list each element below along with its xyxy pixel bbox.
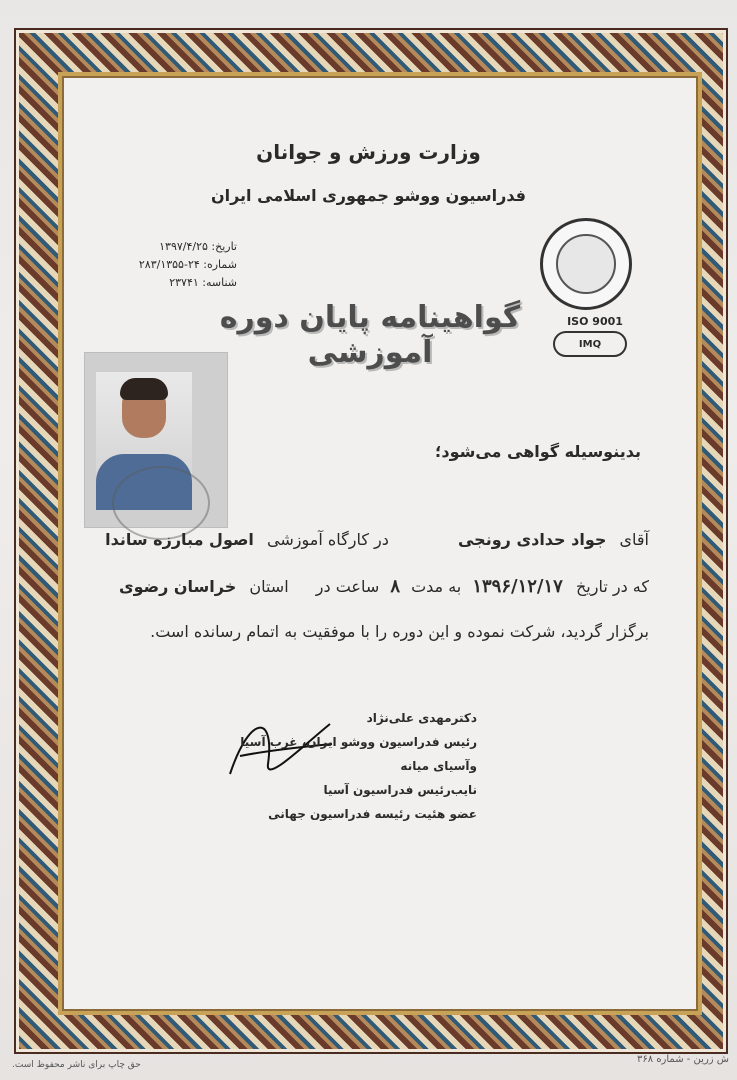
province-name: خراسان رضوی: [118, 577, 237, 596]
workshop-name: اصول مبارزه ساندا: [105, 530, 254, 549]
recipient-name: جواد حدادی رونجی: [457, 530, 607, 549]
province-label: استان: [249, 577, 289, 596]
line2-prefix: که در تاریخ: [575, 577, 649, 596]
footer-print-info: ش زرین - شماره ۳۶۸: [637, 1054, 729, 1065]
certificate-title: گواهینامه پایان دوره آموزشی: [219, 300, 521, 370]
federation-title: فدراسیون ووشو جمهوری اسلامی ایران: [210, 186, 527, 205]
meta-block: [67, 238, 237, 292]
signatory-block: [197, 706, 477, 826]
signatory-name: دکترمهدی علی‌نژاد: [366, 711, 477, 725]
iso-mark: ISO 9001: [567, 315, 623, 328]
duration-label: به مدت: [411, 577, 462, 596]
recipient-line: [89, 530, 649, 549]
meta-date: تاریخ: ۱۳۹۷/۴/۲۵: [159, 240, 237, 253]
mr-label: آقای: [619, 530, 649, 549]
footer-copyright: حق چاپ برای ناشر محفوظ است.: [12, 1060, 141, 1070]
meta-id: شناسه: ۲۳۷۴۱: [169, 276, 237, 289]
logo-inner-icon: [556, 234, 616, 294]
course-hours: ۸: [390, 576, 400, 597]
date-location-line: [89, 576, 649, 597]
attest-intro: بدینوسیله گواهی می‌شود؛: [434, 442, 641, 461]
signatory-title-1: رئیس فدراسیون ووشو ایران، غرب آسیا وآسیای میانه: [240, 735, 477, 773]
federation-logo: [540, 218, 632, 310]
signatory-title-3: عضو هئیت رئیسه فدراسیون جهانی: [268, 807, 477, 821]
workshop-label: در کارگاه آموزشی: [267, 530, 389, 549]
imq-mark: IMQ: [553, 331, 627, 357]
ministry-title: وزارت ورزش و جوانان: [256, 140, 481, 164]
stamp-seal: [112, 466, 210, 540]
signatory-title-2: نایب‌رئیس فدراسیون آسیا: [323, 783, 477, 797]
portrait-hair-icon: [120, 378, 168, 400]
course-date: ۱۳۹۶/۱۲/۱۷: [472, 576, 563, 597]
meta-number: شماره: ۲۴-۲۸۳/۱۳۵۵: [138, 258, 237, 271]
completion-line: برگزار گردید، شرکت نموده و این دوره را با موفقیت به اتمام رسانده است.: [150, 622, 649, 641]
hours-suffix: ساعت در: [315, 577, 380, 596]
